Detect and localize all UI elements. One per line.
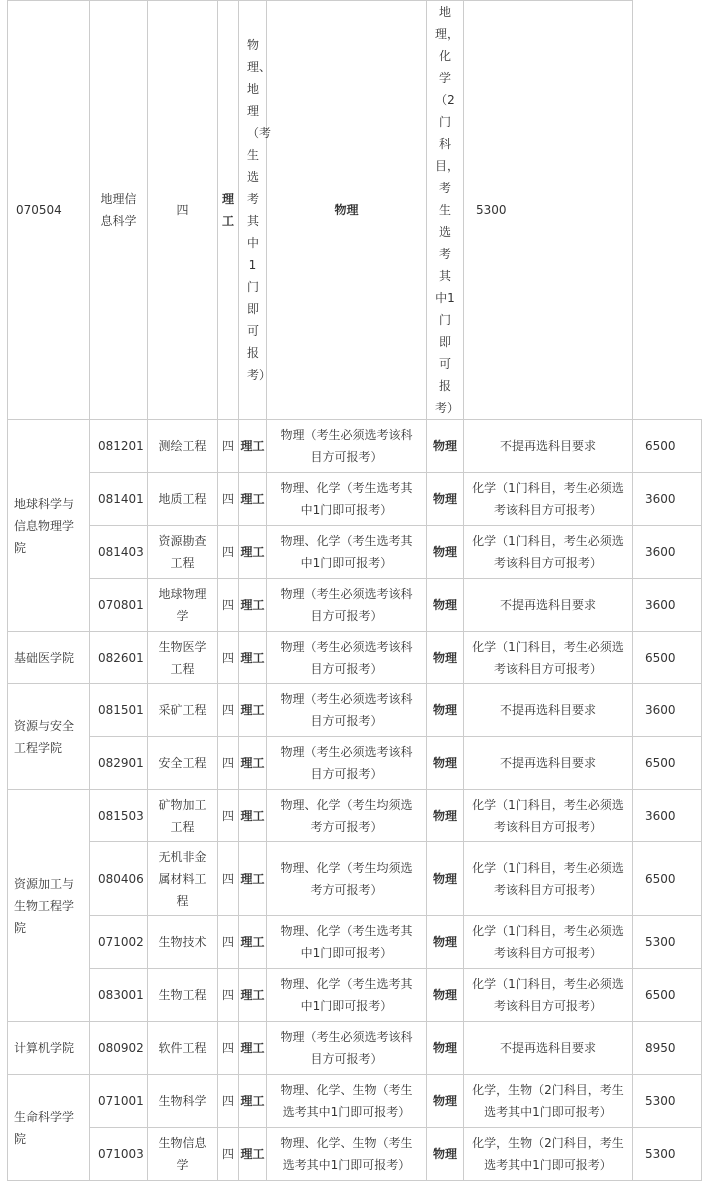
subject-category: 理工 bbox=[239, 1022, 267, 1075]
reselect-requirement: 化学（1门科目，考生必须选考该科目方可报考） bbox=[464, 790, 633, 842]
subject-requirement: 物理、化学（考生均须选考方可报考） bbox=[267, 790, 427, 842]
subject-requirement: 物理（考生必须选考该科目方可报考） bbox=[267, 737, 427, 790]
reselect-requirement: 化学（1门科目，考生必须选考该科目方可报考） bbox=[464, 916, 633, 969]
major-code: 080902 bbox=[90, 1022, 148, 1075]
subject-requirement: 物理（考生必须选考该科目方可报考） bbox=[267, 420, 427, 473]
reselect-requirement: 化学（1门科目，考生必须选考该科目方可报考） bbox=[464, 526, 633, 579]
tuition-fee: 6500 bbox=[633, 842, 702, 916]
study-years: 四 bbox=[218, 969, 239, 1022]
study-years: 四 bbox=[148, 1, 218, 420]
tuition-fee: 5300 bbox=[464, 1, 633, 420]
college-name: 地球科学与信息物理学院 bbox=[8, 420, 90, 632]
major-code: 082901 bbox=[90, 737, 148, 790]
major-code: 071001 bbox=[90, 1075, 148, 1128]
major-name: 采矿工程 bbox=[148, 684, 218, 737]
major-code: 081503 bbox=[90, 790, 148, 842]
subject-category: 理工 bbox=[239, 579, 267, 632]
subject-category: 理工 bbox=[239, 916, 267, 969]
subject-requirement: 物理（考生必须选考该科目方可报考） bbox=[267, 579, 427, 632]
tuition-fee: 3600 bbox=[633, 579, 702, 632]
table-row bbox=[8, 916, 702, 969]
subject-category: 理工 bbox=[239, 1075, 267, 1128]
table-row bbox=[8, 1128, 702, 1181]
major-code: 082601 bbox=[90, 632, 148, 684]
mandatory-subject: 物理 bbox=[427, 579, 464, 632]
college-name: 资源与安全工程学院 bbox=[8, 684, 90, 790]
subject-requirement: 物理、化学（考生选考其中1门即可报考） bbox=[267, 526, 427, 579]
major-code: 081201 bbox=[90, 420, 148, 473]
reselect-requirement: 化学，生物（2门科目，考生选考其中1门即可报考） bbox=[464, 1128, 633, 1181]
table-row bbox=[8, 1075, 702, 1128]
subject-requirement: 物理、地理（考生选考其中1门即可报考） bbox=[239, 1, 267, 420]
tuition-fee: 6500 bbox=[633, 737, 702, 790]
subject-requirement: 物理、化学（考生选考其中1门即可报考） bbox=[267, 473, 427, 526]
subject-requirement: 物理（考生必须选考该科目方可报考） bbox=[267, 1022, 427, 1075]
reselect-requirement: 不提再选科目要求 bbox=[464, 420, 633, 473]
mandatory-subject: 物理 bbox=[427, 684, 464, 737]
subject-category: 理工 bbox=[239, 1128, 267, 1181]
subject-requirement: 物理、化学（考生选考其中1门即可报考） bbox=[267, 969, 427, 1022]
table-row bbox=[8, 969, 702, 1022]
subject-requirement: 物理（考生必须选考该科目方可报考） bbox=[267, 632, 427, 684]
table-row bbox=[8, 737, 702, 790]
major-name: 无机非金属材料工程 bbox=[148, 842, 218, 916]
table-row bbox=[8, 526, 702, 579]
subject-requirement: 物理、化学、生物（考生选考其中1门即可报考） bbox=[267, 1128, 427, 1181]
subject-category: 理工 bbox=[239, 737, 267, 790]
major-name: 生物技术 bbox=[148, 916, 218, 969]
mandatory-subject: 物理 bbox=[427, 737, 464, 790]
mandatory-subject: 物理 bbox=[427, 526, 464, 579]
reselect-requirement: 不提再选科目要求 bbox=[464, 684, 633, 737]
table-row bbox=[8, 420, 702, 473]
major-name: 安全工程 bbox=[148, 737, 218, 790]
major-code: 071003 bbox=[90, 1128, 148, 1181]
mandatory-subject: 物理 bbox=[427, 842, 464, 916]
majors-table bbox=[7, 0, 702, 1181]
study-years: 四 bbox=[218, 632, 239, 684]
mandatory-subject: 物理 bbox=[427, 1075, 464, 1128]
study-years: 四 bbox=[218, 684, 239, 737]
tuition-fee: 5300 bbox=[633, 1075, 702, 1128]
major-name: 地球物理学 bbox=[148, 579, 218, 632]
reselect-requirement: 不提再选科目要求 bbox=[464, 579, 633, 632]
major-code: 070504 bbox=[8, 1, 90, 420]
major-name: 矿物加工工程 bbox=[148, 790, 218, 842]
subject-requirement: 物理、化学、生物（考生选考其中1门即可报考） bbox=[267, 1075, 427, 1128]
table-row bbox=[8, 1, 702, 420]
tuition-fee: 3600 bbox=[633, 473, 702, 526]
major-code: 083001 bbox=[90, 969, 148, 1022]
major-code: 081403 bbox=[90, 526, 148, 579]
table-row bbox=[8, 473, 702, 526]
major-name: 生物工程 bbox=[148, 969, 218, 1022]
table-row bbox=[8, 1022, 702, 1075]
mandatory-subject: 物理 bbox=[427, 420, 464, 473]
reselect-requirement: 不提再选科目要求 bbox=[464, 1022, 633, 1075]
reselect-requirement: 化学，生物（2门科目，考生选考其中1门即可报考） bbox=[464, 1075, 633, 1128]
study-years: 四 bbox=[218, 526, 239, 579]
table-row bbox=[8, 684, 702, 737]
table-row bbox=[8, 790, 702, 842]
subject-category: 理工 bbox=[239, 684, 267, 737]
study-years: 四 bbox=[218, 420, 239, 473]
table-row bbox=[8, 579, 702, 632]
major-name: 资源勘查工程 bbox=[148, 526, 218, 579]
table-row bbox=[8, 632, 702, 684]
tuition-fee: 3600 bbox=[633, 684, 702, 737]
college-name: 生命科学学院 bbox=[8, 1075, 90, 1181]
major-code: 081501 bbox=[90, 684, 148, 737]
subject-requirement: 物理、化学（考生均须选考方可报考） bbox=[267, 842, 427, 916]
subject-category: 理工 bbox=[239, 526, 267, 579]
mandatory-subject: 物理 bbox=[427, 473, 464, 526]
subject-category: 理工 bbox=[239, 473, 267, 526]
major-name: 测绘工程 bbox=[148, 420, 218, 473]
reselect-requirement: 不提再选科目要求 bbox=[464, 737, 633, 790]
table-row bbox=[8, 842, 702, 916]
reselect-requirement: 化学（1门科目，考生必须选考该科目方可报考） bbox=[464, 473, 633, 526]
subject-category: 理工 bbox=[239, 632, 267, 684]
study-years: 四 bbox=[218, 737, 239, 790]
tuition-fee: 3600 bbox=[633, 790, 702, 842]
tuition-fee: 8950 bbox=[633, 1022, 702, 1075]
mandatory-subject: 物理 bbox=[427, 916, 464, 969]
major-code: 081401 bbox=[90, 473, 148, 526]
mandatory-subject: 物理 bbox=[267, 1, 427, 420]
study-years: 四 bbox=[218, 473, 239, 526]
tuition-fee: 6500 bbox=[633, 420, 702, 473]
major-code: 070801 bbox=[90, 579, 148, 632]
tuition-fee: 6500 bbox=[633, 969, 702, 1022]
reselect-requirement: 化学（1门科目，考生必须选考该科目方可报考） bbox=[464, 842, 633, 916]
subject-category: 理工 bbox=[239, 842, 267, 916]
major-name: 生物医学工程 bbox=[148, 632, 218, 684]
study-years: 四 bbox=[218, 579, 239, 632]
mandatory-subject: 物理 bbox=[427, 1128, 464, 1181]
tuition-fee: 5300 bbox=[633, 916, 702, 969]
major-code: 071002 bbox=[90, 916, 148, 969]
college-name: 计算机学院 bbox=[8, 1022, 90, 1075]
major-name: 软件工程 bbox=[148, 1022, 218, 1075]
college-name: 基础医学院 bbox=[8, 632, 90, 684]
major-name: 地理信息科学 bbox=[90, 1, 148, 420]
reselect-requirement: 化学（1门科目，考生必须选考该科目方可报考） bbox=[464, 632, 633, 684]
study-years: 四 bbox=[218, 916, 239, 969]
subject-category: 理工 bbox=[239, 790, 267, 842]
college-name: 资源加工与生物工程学院 bbox=[8, 790, 90, 1022]
reselect-requirement: 地理，化学（2门科目，考生选考其中1门即可报考） bbox=[427, 1, 464, 420]
major-name: 地质工程 bbox=[148, 473, 218, 526]
tuition-fee: 3600 bbox=[633, 526, 702, 579]
tuition-fee: 5300 bbox=[633, 1128, 702, 1181]
tuition-fee: 6500 bbox=[633, 632, 702, 684]
study-years: 四 bbox=[218, 1075, 239, 1128]
study-years: 四 bbox=[218, 1128, 239, 1181]
subject-requirement: 物理（考生必须选考该科目方可报考） bbox=[267, 684, 427, 737]
study-years: 四 bbox=[218, 842, 239, 916]
subject-category: 理工 bbox=[218, 1, 239, 420]
mandatory-subject: 物理 bbox=[427, 632, 464, 684]
study-years: 四 bbox=[218, 790, 239, 842]
subject-category: 理工 bbox=[239, 969, 267, 1022]
mandatory-subject: 物理 bbox=[427, 790, 464, 842]
subject-requirement: 物理、化学（考生选考其中1门即可报考） bbox=[267, 916, 427, 969]
study-years: 四 bbox=[218, 1022, 239, 1075]
major-code: 080406 bbox=[90, 842, 148, 916]
reselect-requirement: 化学（1门科目，考生必须选考该科目方可报考） bbox=[464, 969, 633, 1022]
major-name: 生物信息学 bbox=[148, 1128, 218, 1181]
mandatory-subject: 物理 bbox=[427, 1022, 464, 1075]
major-name: 生物科学 bbox=[148, 1075, 218, 1128]
mandatory-subject: 物理 bbox=[427, 969, 464, 1022]
subject-category: 理工 bbox=[239, 420, 267, 473]
